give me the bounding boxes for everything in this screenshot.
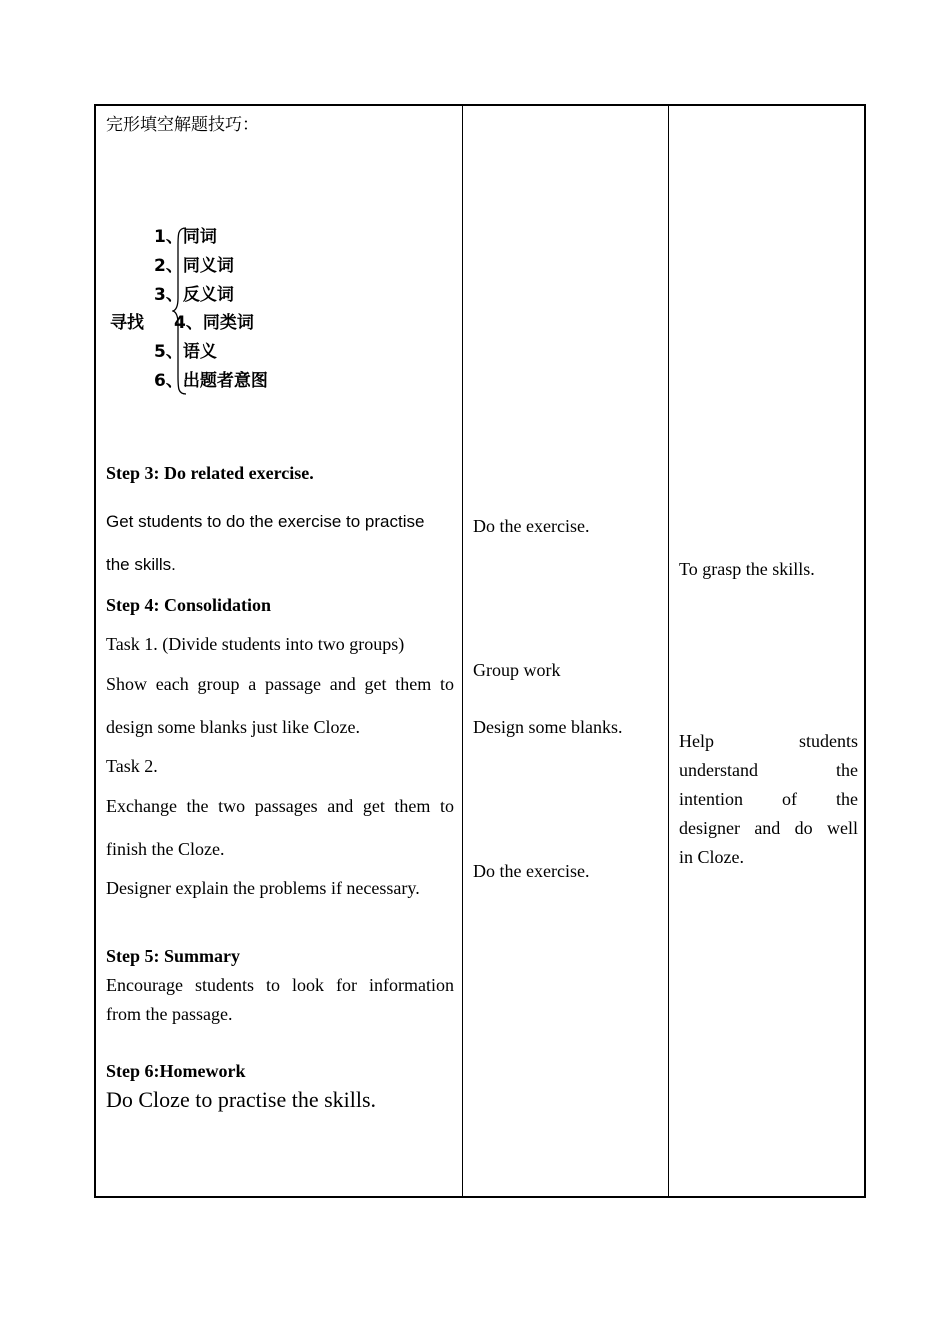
purpose-text: Help students [679, 731, 858, 751]
curly-brace-icon [172, 226, 188, 396]
activity-text: Design some blanks. [473, 717, 623, 737]
find-label: 寻找 [110, 313, 144, 333]
purpose-text: understand the [679, 760, 858, 780]
tip-item: 5、语义 [154, 342, 217, 362]
task2-text: Designer explain the problems if necessary. [106, 878, 420, 898]
purpose-column [669, 106, 866, 1196]
task1-text: Show each group a passage and get them to [106, 674, 454, 694]
purpose-text: designer and do well [679, 818, 858, 838]
activity-text: Do the exercise. [473, 516, 590, 536]
tip-item: 1、同词 [154, 227, 217, 247]
task2-text: Exchange the two passages and get them to [106, 796, 454, 816]
step3-text: the skills. [106, 555, 176, 574]
purpose-text: in Cloze. [679, 847, 744, 867]
tip-item: 4、同类词 [174, 313, 254, 333]
lesson-plan-table [94, 104, 866, 1198]
step3-text: Get students to do the exercise to practise [106, 512, 425, 531]
step6-text: Do Cloze to practise the skills. [106, 1087, 377, 1112]
step4-title: Step 4: Consolidation [106, 595, 272, 615]
step6-title: Step 6:Homework [106, 1061, 246, 1081]
task1-text: design some blanks just like Cloze. [106, 717, 360, 737]
purpose-text: To grasp the skills. [679, 559, 815, 579]
teacher-activity-column [96, 106, 462, 1196]
tip-item: 6、出题者意图 [154, 371, 268, 391]
step5-text: from the passage. [106, 1004, 233, 1024]
tip-item: 2、同义词 [154, 256, 234, 276]
task1-title: Task 1. (Divide students into two groups) [106, 634, 405, 654]
student-activity-column [463, 106, 668, 1196]
tip-item: 3、反义词 [154, 285, 234, 305]
tips-heading: 完形填空解题技巧： [106, 115, 259, 135]
step5-text: Encourage students to look for information [106, 975, 454, 995]
purpose-text: intention of the [679, 789, 858, 809]
activity-text: Do the exercise. [473, 861, 590, 881]
task2-title: Task 2. [106, 756, 158, 776]
activity-text: Group work [473, 660, 561, 680]
task2-text: finish the Cloze. [106, 839, 225, 859]
step5-title: Step 5: Summary [106, 946, 240, 966]
step3-title: Step 3: Do related exercise. [106, 463, 314, 483]
